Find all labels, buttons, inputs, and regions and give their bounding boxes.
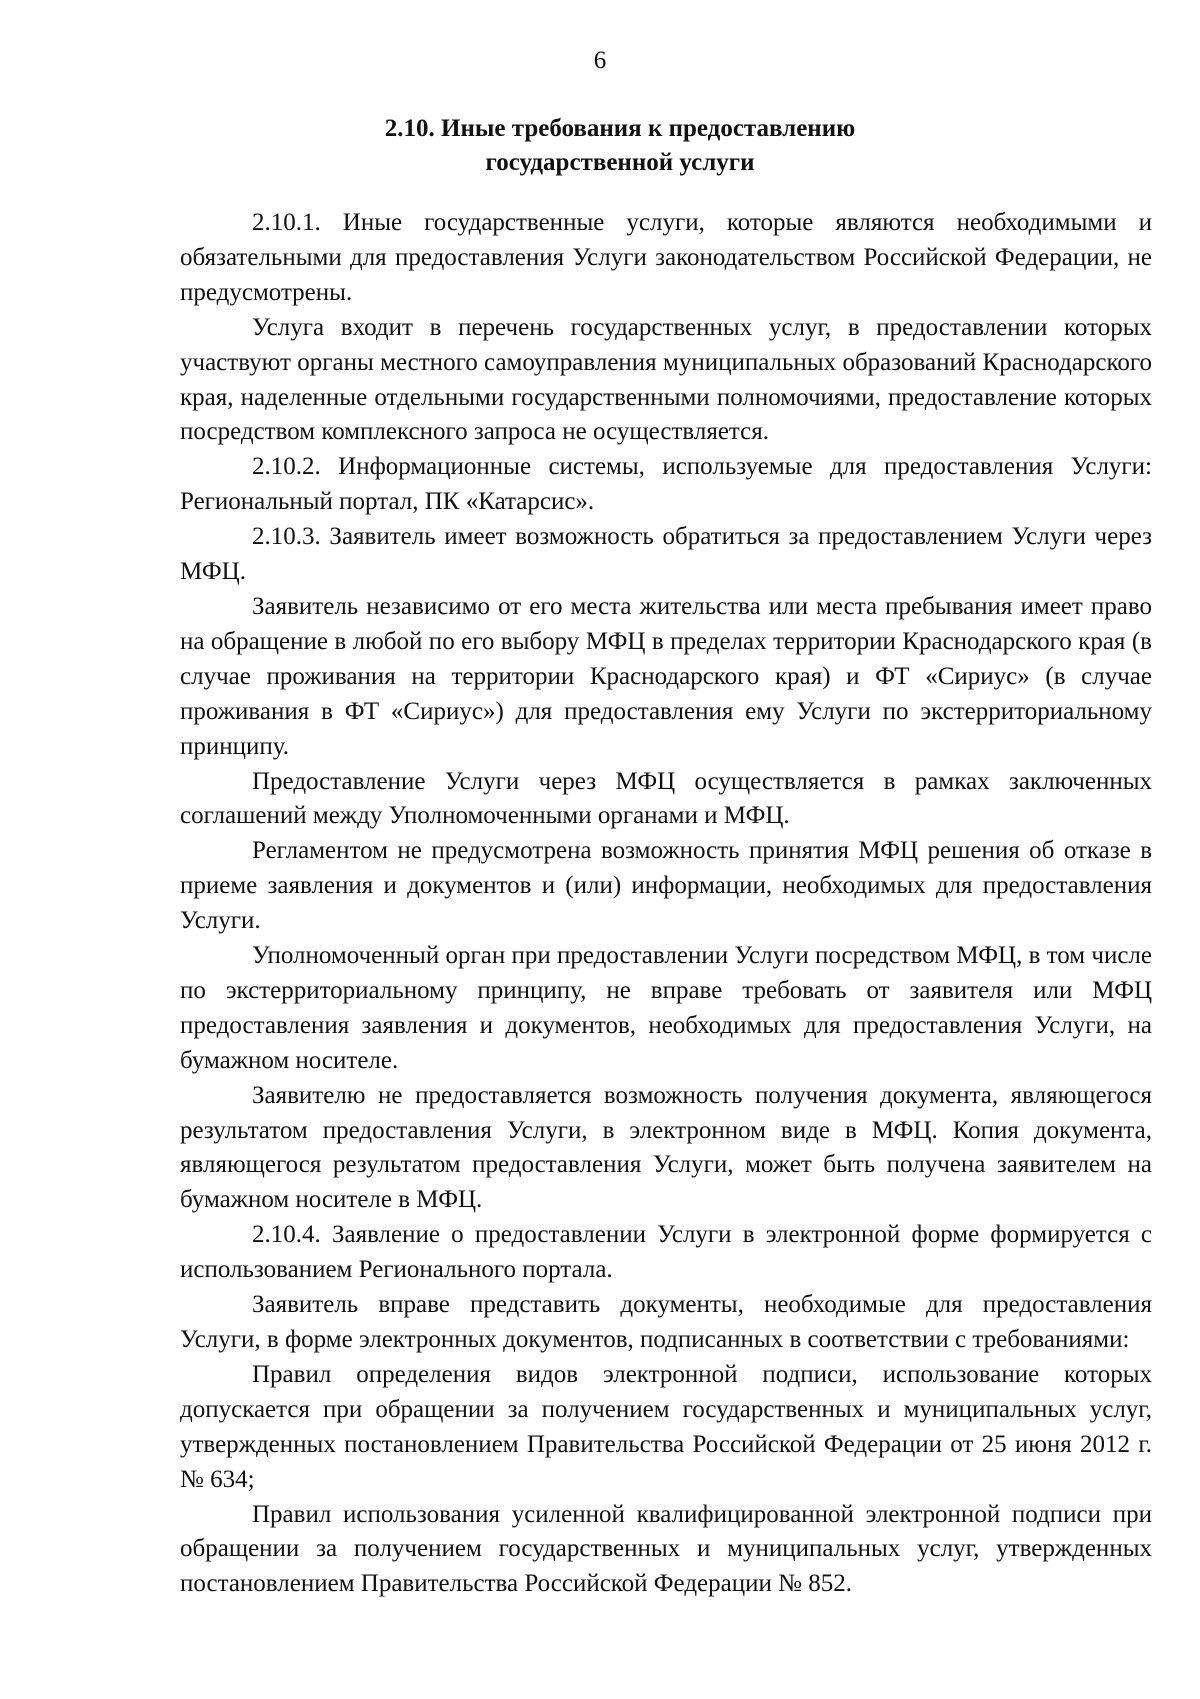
- paragraph-electronic-documents: Заявитель вправе представить документы, необходимые для предоставления Услуги, в форме электронных документов, подписанных в соответствии с требованиями:: [180, 1291, 1152, 1353]
- paragraph-rules-852: Правил использования усиленной квалифицированной электронной подписи при обращении за получением государственных и муниципальных услуг, утвержденных постановлением Правительства Российской Федерации № 852.: [180, 1500, 1152, 1598]
- paragraph-2-10-2: 2.10.2. Информационные системы, используемые для предоставления Услуги: Региональный портал, ПК «Катарсис».: [180, 453, 1152, 516]
- section-heading-line-2: государственной услуги: [485, 149, 755, 176]
- paragraph-2-10-3: 2.10.3. Заявитель имеет возможность обратиться за предоставлением Услуги через МФЦ.: [180, 523, 1152, 586]
- body-text: [180, 206, 1152, 1602]
- paragraph-service-list: Услуга входит в перечень государственных услуг, в предоставлении которых участвуют органы местного самоуправления муниципальных образований Краснодарского края, наделенные отдельными государственными полномочиями, предоставление которых посредством комплексного запроса не осуществляется.: [180, 313, 1152, 446]
- paragraph-result-document: Заявителю не предоставляется возможность получения документа, являющегося результатом предоставления Услуги, в электронном виде в МФЦ. Копия документа, являющегося результатом предоставления Услуги, может быть получена заявителем на бумажном носителе в МФЦ.: [180, 1081, 1152, 1214]
- section-heading: [180, 112, 1060, 180]
- paragraph-refusal: Регламентом не предусмотрена возможность принятия МФЦ решения об отказе в приеме заявления и документов и (или) информации, необходимых для предоставления Услуги.: [180, 837, 1152, 935]
- paragraph-agreements: Предоставление Услуги через МФЦ осуществляется в рамках заключенных соглашений между Уполномоченными органами и МФЦ.: [180, 767, 1152, 830]
- page-number: 6: [593, 47, 607, 74]
- section-heading-line-1: 2.10. Иные требования к предоставлению: [384, 115, 856, 142]
- paragraph-extraterritorial: Заявитель независимо от его места жительства или места пребывания имеет право на обращение в любой по его выбору МФЦ в пределах территории Краснодарского края (в случае проживания на территории Краснодарского края) и ФТ «Сириус» (в случае проживания в ФТ «Сириус») для предоставления ему Услуги по экстерриториальному принципу.: [180, 592, 1152, 760]
- paragraph-2-10-4: 2.10.4. Заявление о предоставлении Услуги в электронной форме формируется с использованием Регионального портала.: [180, 1221, 1152, 1284]
- paragraph-2-10-1: 2.10.1. Иные государственные услуги, которые являются необходимыми и обязательными для предоставления Услуги законодательством Российской Федерации, не предусмотрены.: [180, 209, 1152, 306]
- paragraph-rules-634: Правил определения видов электронной подписи, использование которых допускается при обращении за получением государственных и муниципальных услуг, утвержденных постановлением Правительства Российской Федерации от 25 июня 2012 г. № 634;: [180, 1360, 1152, 1493]
- paragraph-paper-requirement: Уполномоченный орган при предоставлении Услуги посредством МФЦ, в том числе по экстерриториальному принципу, не вправе требовать от заявителя или МФЦ предоставления заявления и документов, необходимых для предоставления Услуги, на бумажном носителе.: [180, 942, 1152, 1074]
